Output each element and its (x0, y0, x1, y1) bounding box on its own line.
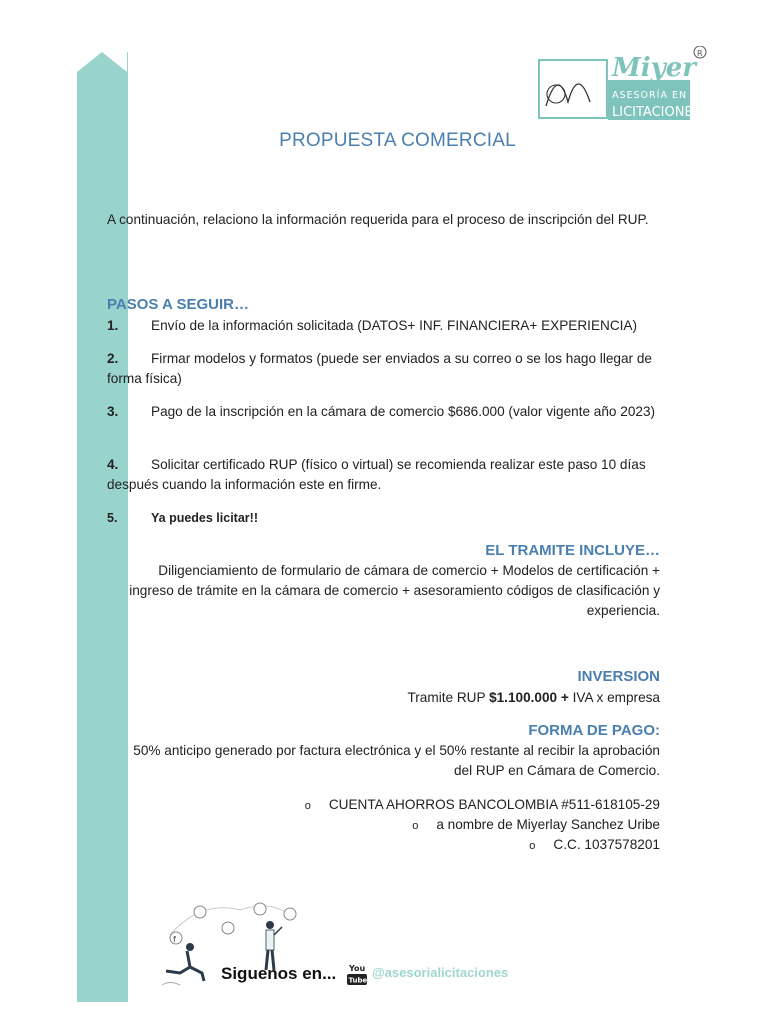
step-number: 5. (107, 511, 118, 525)
facebook-icon (170, 932, 182, 944)
step-text: Ya puedes licitar!! (151, 511, 258, 525)
instagram-icon (222, 922, 234, 934)
step-5 (107, 508, 662, 528)
step-number: 1. (107, 318, 119, 333)
logo-brand: Miyer (612, 53, 697, 83)
holder-text: a nombre de Miyerlay Sanchez Uribe (436, 817, 660, 832)
bullet-icon: o (412, 820, 419, 832)
account-text: CUENTA AHORROS BANCOLOMBIA #511-618105-29 (328, 797, 660, 812)
step-2 (107, 349, 662, 389)
id-line (529, 835, 660, 856)
steps-heading: PASOS A SEGUIR… (107, 296, 249, 313)
pinterest-icon (284, 908, 296, 920)
includes-text: Diligenciamiento de formulario de cámara de comercio + Modelos de certificación + ingreso de trámite en la cámara de comercio + asesoramiento códigos de clasificación y experiencia. (129, 563, 660, 618)
investment-prefix: Tramite RUP (407, 690, 490, 705)
logo-line1: ASESORÍA EN (612, 90, 688, 101)
follow-us-text: Siguenos en... (221, 964, 337, 983)
investment-suffix: IVA x empresa (568, 690, 660, 705)
step-3 (107, 402, 662, 422)
step-text: Pago de la inscripción en la cámara de comercio $686.000 (valor vigente año 2023) (151, 404, 656, 419)
social-handle[interactable]: @asesorialicitaciones (372, 965, 509, 980)
page-title: PROPUESTA COMERCIAL (279, 130, 516, 151)
account-line (305, 795, 660, 816)
intro-paragraph: A continuación, relaciono la información requerida para el proceso de inscripción del RUP. (107, 212, 649, 227)
investment-line (120, 688, 660, 708)
id-text: C.C. 1037578201 (553, 837, 660, 852)
company-logo (538, 46, 708, 122)
registered-mark: R (697, 49, 703, 58)
includes-heading: EL TRAMITE INCLUYE… (485, 542, 660, 559)
step-number: 2. (107, 351, 119, 366)
svg-text:You: You (349, 964, 366, 973)
logo-line2: LICITACIONES (612, 105, 701, 120)
ribbon-tip (77, 52, 127, 72)
twitter-icon (194, 906, 206, 918)
step-1 (107, 316, 662, 336)
svg-text:Tube: Tube (348, 976, 367, 985)
step-4 (107, 455, 662, 495)
svg-text:f: f (173, 935, 176, 944)
step-number: 4. (107, 457, 119, 472)
step-text: Envío de la información solicitada (DATOS+ INF. FINANCIERA+ EXPERIENCIA) (151, 318, 638, 333)
linkedin-icon (254, 903, 266, 915)
investment-heading: INVERSION (577, 668, 660, 685)
youtube-icon (347, 962, 367, 986)
payment-heading: FORMA DE PAGO: (528, 722, 660, 739)
step-text: Solicitar certificado RUP (físico o virtual) se recomienda realizar este paso 10 días después cuando la información este en firme. (107, 457, 646, 492)
holder-line (412, 815, 660, 836)
bullet-icon: o (304, 800, 311, 812)
investment-amount: $1.100.000 + (489, 690, 569, 705)
step-number: 3. (107, 404, 119, 419)
payment-text: 50% anticipo generado por factura electrónica y el 50% restante al recibir la aprobación del RUP en Cámara de Comercio. (133, 743, 660, 778)
bullet-icon: o (529, 840, 536, 852)
step-text: Firmar modelos y formatos (puede ser enviados a su correo o se los hago llegar de forma física) (107, 351, 652, 386)
